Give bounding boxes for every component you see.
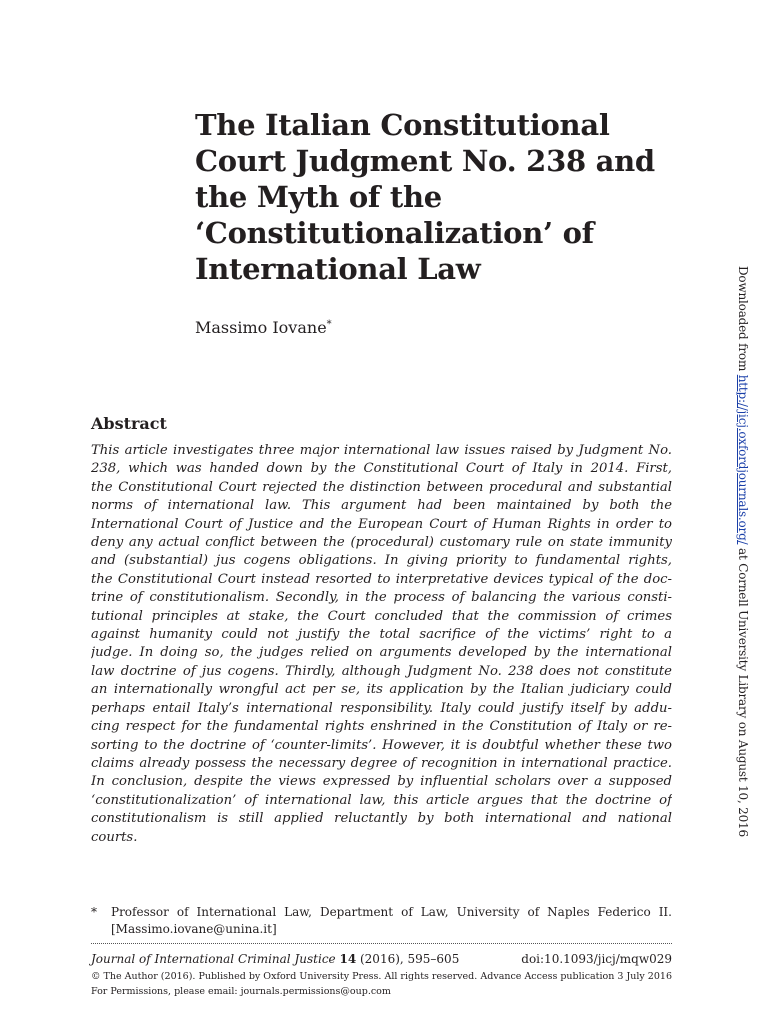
permissions-notice: For Permissions, please email: journals.permissions@oup.com [91,986,391,997]
abstract-line: judge. In doing so, the judges relied on arguments developed by the international [91,645,672,661]
journal-year-pages: (2016), 595–605 [356,952,460,966]
abstract-line: norms of international law. This argument had been maintained by both the [91,498,672,514]
abstract-line: ‘constitutionalization’ of international law, this article argues that the doctrine of [91,792,672,808]
title-line: the Myth of the [195,180,442,214]
download-notice-text [736,266,750,837]
author-footnote-marker[interactable]: * [326,319,332,330]
abstract-heading: Abstract [91,414,167,433]
journal-citation-line [91,951,672,967]
title-line: International Law [195,252,481,286]
title-line: ‘Constitutionalization’ of [195,216,594,250]
author-byline [195,315,332,338]
dotted-divider [91,943,672,944]
copyright-notice: © The Author (2016). Published by Oxford University Press. All rights reserved. [91,971,478,982]
abstract-line: the Constitutional Court rejected the distinction between procedural and substantial [91,479,672,495]
article-title [195,107,695,287]
journal-name: Journal of International Criminal Justice [91,952,336,966]
title-line: Court Judgment No. 238 and [195,144,655,178]
abstract-line: International Court of Justice and the European Court of Human Rights in order to [91,516,672,532]
abstract-line: law doctrine of jus cogens. Thirdly, although Judgment No. 238 does not constitute [91,663,672,679]
abstract-line: courts. [91,829,138,845]
abstract-line: perhaps entail Italy’s international responsibility. Italy could justify itself by addu- [91,700,672,716]
doi[interactable]: doi:10.1093/jicj/mqw029 [521,952,672,966]
copyright-line [91,970,672,984]
abstract-line: claims already possess the necessary degree of recognition in international practice. [91,755,672,771]
abstract-line: cing respect for the fundamental rights enshrined in the Constitution of Italy or re- [91,719,672,735]
footnote-email[interactable]: [Massimo.iovane@unina.it] [111,922,277,936]
footnote-text [111,904,672,938]
abstract-line: tutional principles at stake, the Court concluded that the commission of crimes [91,608,672,624]
abstract-line: trine of constitutionalism. Secondly, in the process of balancing the various consti- [91,590,672,606]
download-prefix: Downloaded from [736,266,750,375]
footnote-marker: * [91,905,97,919]
abstract-line: constitutionalism is still applied reluctantly by both international and national [91,811,672,827]
abstract-line: In conclusion, despite the views expressed by influential scholars over a supposed [91,774,672,790]
abstract-line: 238, which was handed down by the Constitutional Court of Italy in 2014. First, [91,461,672,477]
footnote-line: Professor of International Law, Department of Law, University of Naples Federico II. [111,905,672,919]
abstract-line: This article investigates three major international law issues raised by Judgment No. [91,443,672,458]
abstract-body [91,442,672,847]
abstract-line: and (substantial) jus cogens obligations. In giving priority to fundamental rights, [91,553,672,569]
title-line: The Italian Constitutional [195,108,610,142]
abstract-line: the Constitutional Court instead resorted to interpretative devices typical of the doc- [91,571,672,587]
download-suffix: at Cornell University Library on August 10, 2016 [736,544,750,837]
download-notice [736,266,756,837]
author-name: Massimo Iovane [195,318,327,337]
journal-citation [91,951,459,967]
abstract-line: sorting to the doctrine of ‘counter-limits’. However, it is doubtful whether these two [91,737,672,753]
abstract-line: an internationally wrongful act per se, its application by the Italian judiciary could [91,682,672,698]
journal-volume: 14 [339,952,357,966]
journal-site-link[interactable]: http://jicj.oxfordjournals.org/ [736,374,750,545]
abstract-line: against humanity could not justify the total sacrifice of the victims’ right to a [91,627,672,643]
abstract-line: deny any actual conflict between the (procedural) customary rule on state immunity [91,535,672,551]
advance-access-notice: Advance Access publication 3 July 2016 [480,971,672,982]
